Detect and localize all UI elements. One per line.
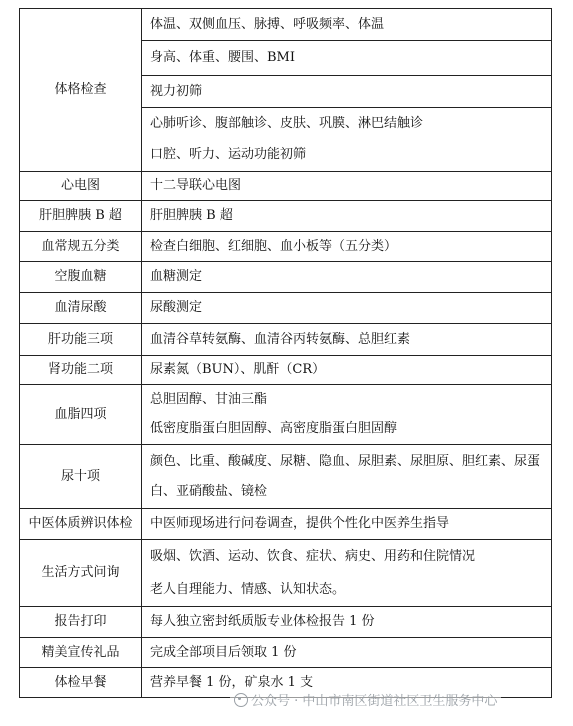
item-name-fasting-glucose: 空腹血糖 xyxy=(20,262,142,293)
item-content-physical-palpation: 心肺听诊、腹部触诊、皮肤、巩膜、淋巴结触诊 xyxy=(142,108,552,140)
item-content-breakfast: 营养早餐 1 份，矿泉水 1 支 xyxy=(142,668,552,698)
table-row xyxy=(20,638,552,668)
item-name-lifestyle: 生活方式问询 xyxy=(20,540,142,607)
item-content-ultrasound: 肝胆脾胰 B 超 xyxy=(142,201,552,232)
item-content-liver: 血清谷草转氨酶、血清谷丙转氨酶、总胆红素 xyxy=(142,324,552,356)
item-content-lifestyle-2: 老人自理能力、情感、认知状态。 xyxy=(142,574,552,607)
table-row xyxy=(20,324,552,356)
item-name-ecg: 心电图 xyxy=(20,172,142,201)
item-name-blood-routine: 血常规五分类 xyxy=(20,232,142,262)
table-row xyxy=(20,540,552,574)
item-content-physical-vitals: 体温、双侧血压、脉搏、呼吸频率、体温 xyxy=(142,9,552,41)
table-row xyxy=(20,172,552,201)
item-content-tcm: 中医师现场进行问卷调查，提供个性化中医养生指导 xyxy=(142,509,552,540)
item-name-lipids: 血脂四项 xyxy=(20,385,142,445)
item-content-lipids-1: 总胆固醇、甘油三酯 xyxy=(142,385,552,415)
table-row xyxy=(20,385,552,415)
item-content-ecg: 十二导联心电图 xyxy=(142,172,552,201)
wechat-official-account-icon xyxy=(234,693,248,707)
item-content-lipids-2: 低密度脂蛋白胆固醇、高密度脂蛋白胆固醇 xyxy=(142,415,552,445)
item-name-uric-acid: 血清尿酸 xyxy=(20,293,142,324)
table-row xyxy=(20,262,552,293)
item-content-physical-vision: 视力初筛 xyxy=(142,76,552,108)
table-row xyxy=(20,232,552,262)
account-watermark xyxy=(230,690,501,709)
table-row xyxy=(20,293,552,324)
table-row xyxy=(20,445,552,509)
watermark-text: 公众号 · 中山市南区街道社区卫生服务中心 xyxy=(251,694,498,709)
item-name-breakfast: 体检早餐 xyxy=(20,668,142,698)
table-row xyxy=(20,509,552,540)
table-row xyxy=(20,201,552,232)
table-row xyxy=(20,9,552,41)
item-content-kidney: 尿素氮（BUN）、肌酐（CR） xyxy=(142,356,552,385)
item-name-gift: 精美宣传礼品 xyxy=(20,638,142,668)
table-row xyxy=(20,356,552,385)
item-content-fasting-glucose: 血糖测定 xyxy=(142,262,552,293)
item-name-tcm: 中医体质辨识体检 xyxy=(20,509,142,540)
item-content-lifestyle-1: 吸烟、饮酒、运动、饮食、症状、病史、用药和住院情况 xyxy=(142,540,552,574)
item-content-gift: 完成全部项目后领取 1 份 xyxy=(142,638,552,668)
health-checkup-table xyxy=(19,8,552,698)
item-content-blood-routine: 检查白细胞、红细胞、血小板等（五分类） xyxy=(142,232,552,262)
table-row xyxy=(20,607,552,638)
item-name-liver: 肝功能三项 xyxy=(20,324,142,356)
item-content-physical-oral: 口腔、听力、运动功能初筛 xyxy=(142,140,552,172)
item-content-urine: 颜色、比重、酸碱度、尿糖、隐血、尿胆素、尿胆原、胆红素、尿蛋白、亚硝酸盐、镜检 xyxy=(142,445,552,509)
item-name-kidney: 肾功能二项 xyxy=(20,356,142,385)
item-name-urine: 尿十项 xyxy=(20,445,142,509)
item-content-uric-acid: 尿酸测定 xyxy=(142,293,552,324)
item-name-report: 报告打印 xyxy=(20,607,142,638)
item-content-report: 每人独立密封纸质版专业体检报告 1 份 xyxy=(142,607,552,638)
item-name-ultrasound: 肝胆脾胰 B 超 xyxy=(20,201,142,232)
item-content-physical-body: 身高、体重、腰围、BMI xyxy=(142,41,552,76)
item-name-physical: 体格检查 xyxy=(20,9,142,172)
